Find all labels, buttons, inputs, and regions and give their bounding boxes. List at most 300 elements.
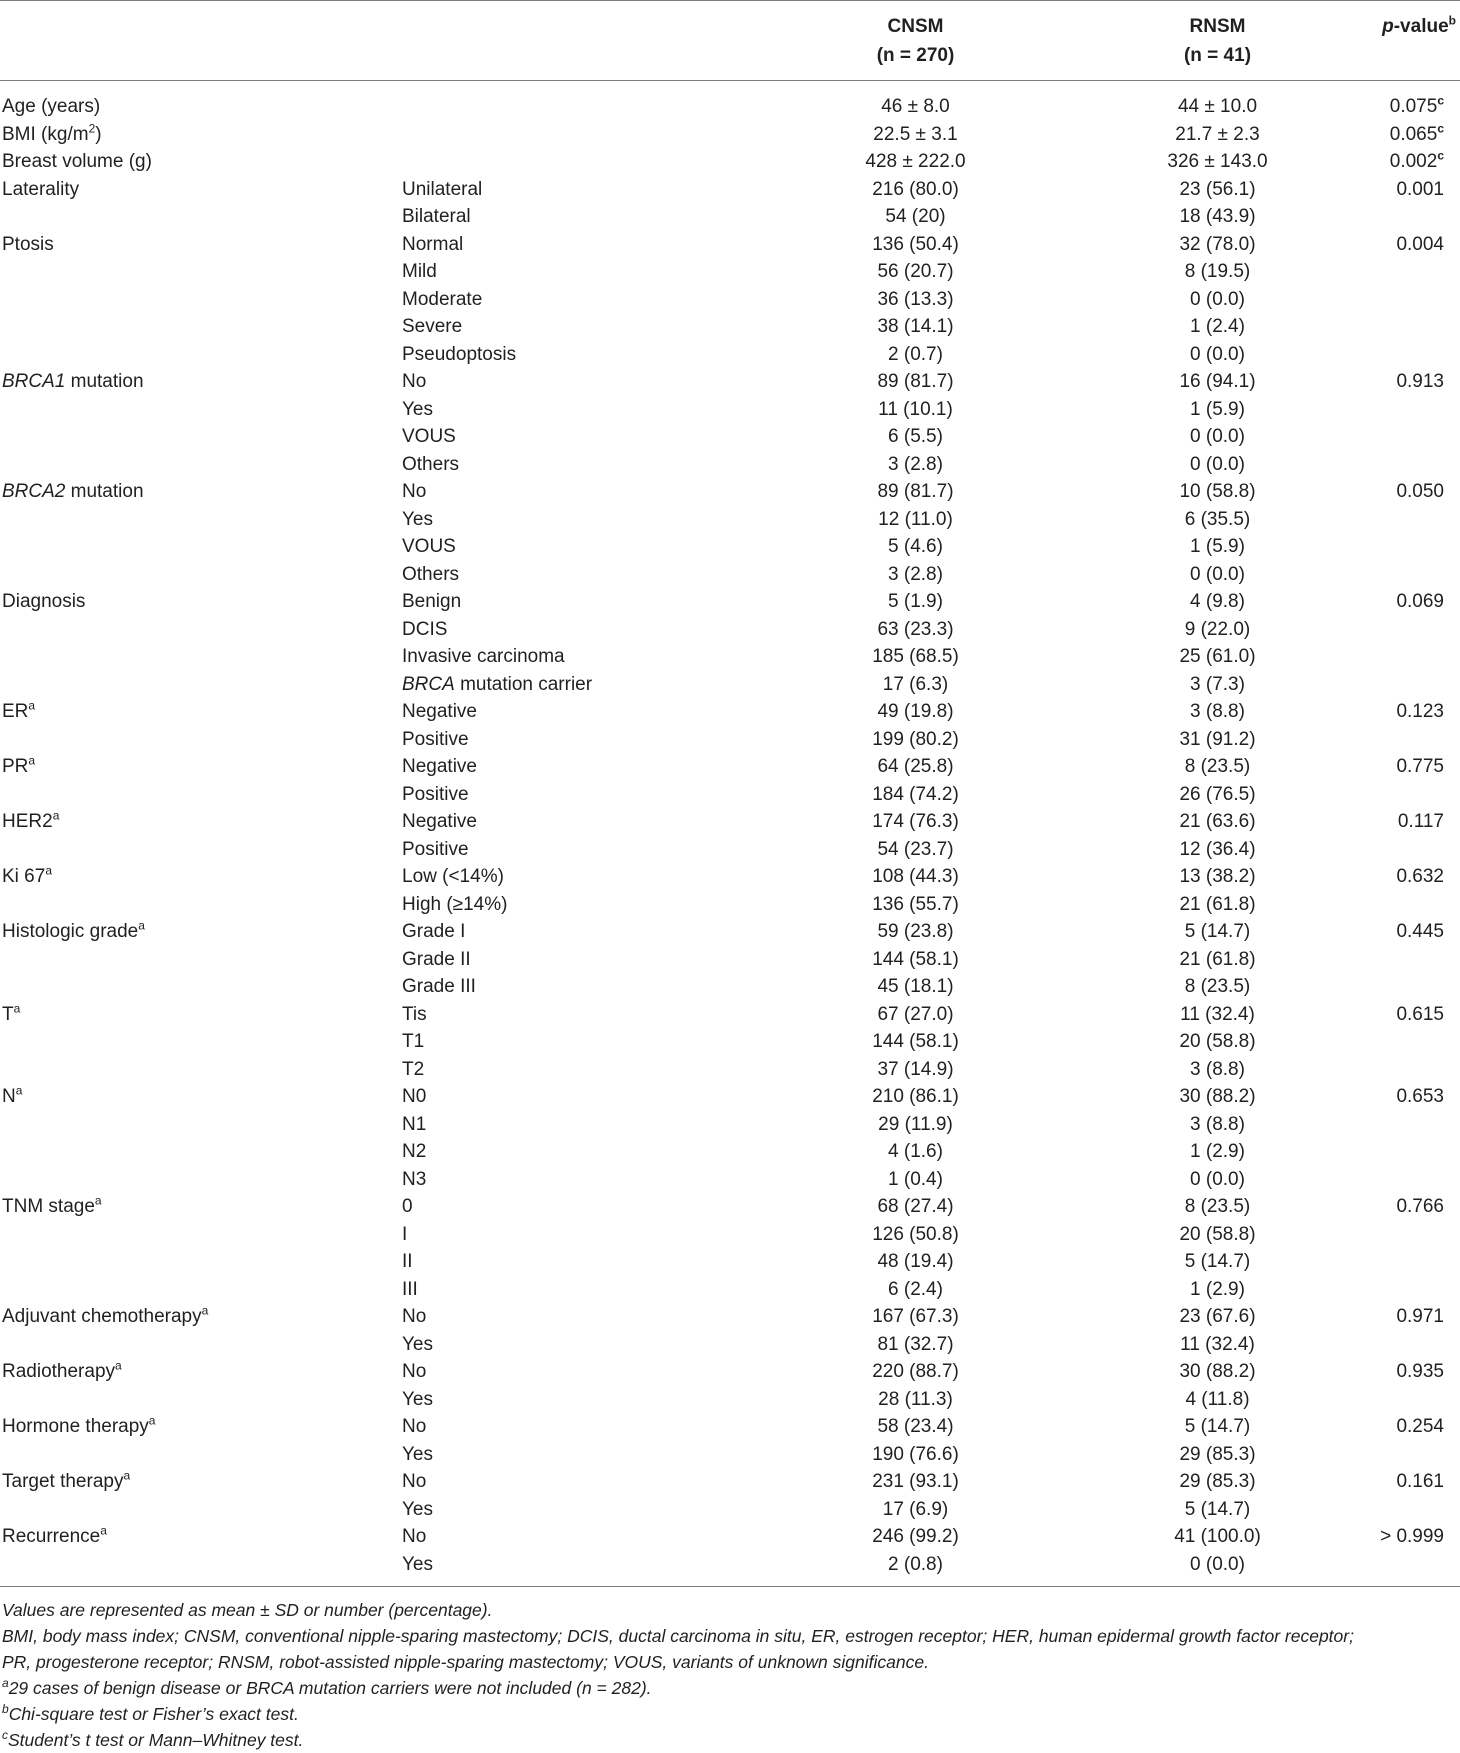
table-header [0, 1, 1460, 81]
level-label: Others [402, 453, 460, 475]
table-row [0, 506, 1460, 534]
level-cell [402, 341, 735, 369]
header-p-value [1339, 1, 1460, 81]
level-label: DCIS [402, 618, 448, 640]
table-row [0, 1358, 1460, 1386]
table-row [0, 176, 1460, 204]
table-row [0, 1496, 1460, 1524]
level-cell [402, 1166, 735, 1194]
cnsm-value: 64 (25.8) [877, 756, 954, 777]
level-cell [402, 1001, 735, 1029]
p-value: 0.445 [1396, 921, 1444, 942]
variable-name: Breast volume (g) [2, 151, 152, 172]
footnote-b-mark: b [2, 1702, 9, 1717]
cnsm-value: 46 ± 8.0 [881, 96, 950, 117]
cnsm-value: 37 (14.9) [877, 1058, 954, 1080]
p-value-cell [1339, 973, 1460, 1001]
header-empty-1 [0, 1, 402, 81]
level-cell [402, 451, 735, 479]
variable-cell [0, 1083, 402, 1111]
rnsm-value: 20 (58.8) [1179, 1031, 1256, 1052]
cnsm-value: 174 (76.3) [872, 811, 959, 832]
table-row [0, 423, 1460, 451]
level-label: VOUS [402, 426, 456, 447]
cnsm-value: 54 (23.7) [877, 838, 954, 860]
level-label: Positive [402, 728, 469, 750]
p-value: 0.632 [1396, 866, 1444, 887]
p-value-cell [1339, 643, 1460, 671]
level-cell [402, 1331, 735, 1359]
rnsm-value: 1 (2.4) [1190, 316, 1245, 337]
p-value-cell [1339, 1551, 1460, 1587]
table-row [0, 781, 1460, 809]
variable-name: ER [2, 701, 29, 722]
level-cell [402, 1138, 735, 1166]
variable-cell [0, 1056, 402, 1084]
p-value: 0.065 [1389, 123, 1438, 145]
cnsm-value: 36 (13.3) [877, 288, 954, 310]
level-label: T2 [402, 1058, 425, 1080]
variable-superscript: a [123, 1468, 131, 1483]
table-row [0, 918, 1460, 946]
footnote-c-text: Student’s t test or Mann–Whitney test. [8, 1730, 304, 1750]
variable-cell [0, 1358, 402, 1386]
cnsm-value: 58 (23.4) [877, 1416, 954, 1437]
p-value-cell [1339, 1221, 1460, 1249]
rnsm-value: 1 (5.9) [1190, 398, 1245, 420]
level-cell [402, 1441, 735, 1469]
level-label: T1 [402, 1031, 425, 1052]
level-label: Low (<14%) [402, 866, 504, 887]
table-row [0, 1056, 1460, 1084]
level-cell [402, 1413, 735, 1441]
cnsm-value: 54 (20) [885, 206, 946, 227]
p-value-cell [1339, 1028, 1460, 1056]
level-label: III [402, 1278, 418, 1300]
variable-cell [0, 1028, 402, 1056]
level-label: Unilateral [402, 178, 483, 200]
level-label: Grade I [402, 921, 466, 942]
variable-cell [0, 1551, 402, 1587]
rnsm-value: 29 (85.3) [1179, 1443, 1256, 1465]
cnsm-value: 2 (0.8) [735, 1551, 1096, 1587]
p-value-cell [1339, 1303, 1460, 1331]
header-cnsm-n: (n = 270) [876, 45, 955, 66]
rnsm-value: 6 (35.5) [1184, 508, 1251, 530]
rnsm-value: 30 (88.2) [1179, 1361, 1256, 1382]
level-label: No [402, 1361, 427, 1382]
p-value-superscript: c [1437, 148, 1444, 163]
table-body [0, 81, 1460, 1587]
header-rnsm [1096, 1, 1339, 81]
level-cell [402, 1303, 735, 1331]
p-value-cell [1339, 148, 1460, 176]
rnsm-value: 10 (58.8) [1179, 481, 1256, 502]
p-value-cell [1339, 1001, 1460, 1029]
cnsm-value: 6 (2.4) [888, 1278, 943, 1300]
rnsm-value: 8 (23.5) [1184, 976, 1251, 997]
cnsm-value: 246 (99.2) [872, 1526, 959, 1547]
level-cell [402, 423, 735, 451]
variable-cell [0, 836, 402, 864]
variable-name: Laterality [2, 178, 80, 200]
level-label: Severe [402, 316, 463, 337]
footnote-b [2, 1701, 1460, 1727]
rnsm-value: 9 (22.0) [1184, 618, 1251, 640]
variable-superscript: a [45, 863, 52, 878]
variable-cell [0, 396, 402, 424]
variable-cell [0, 643, 402, 671]
table-row [0, 396, 1460, 424]
level-cell [402, 616, 735, 644]
level-label: No [402, 371, 427, 392]
variable-cell [0, 1001, 402, 1029]
cnsm-value: 28 (11.3) [878, 1388, 953, 1410]
rnsm-value: 3 (8.8) [1190, 1113, 1245, 1135]
p-value-cell [1339, 1496, 1460, 1524]
variable-name: Ki 67 [2, 866, 46, 887]
footnote-a [2, 1675, 1460, 1701]
level-cell [402, 836, 735, 864]
table-row [0, 81, 1460, 121]
variable-cell [0, 451, 402, 479]
p-value-cell [1339, 1413, 1460, 1441]
level-label: Yes [402, 1498, 433, 1520]
cnsm-value: 136 (50.4) [872, 233, 959, 255]
p-value-cell [1339, 1468, 1460, 1496]
variable-cell [0, 1276, 402, 1304]
variable-name: BMI (kg/m [2, 123, 89, 145]
p-value-cell [1339, 423, 1460, 451]
level-label: Yes [402, 398, 433, 420]
variable-superscript: a [28, 753, 36, 768]
variable-italic-part: BRCA1 [2, 371, 66, 392]
cnsm-value: 48 (19.4) [877, 1251, 954, 1272]
cnsm-value: 220 (88.7) [872, 1361, 959, 1382]
variable-cell [0, 533, 402, 561]
p-value-cell [1339, 561, 1460, 589]
rnsm-value: 5 (14.7) [1184, 1251, 1251, 1272]
level-label: No [402, 1471, 427, 1492]
rnsm-value: 20 (58.8) [1179, 1223, 1256, 1245]
table-row [0, 1221, 1460, 1249]
table-row [0, 258, 1460, 286]
p-value: 0.050 [1396, 481, 1444, 502]
p-value-cell [1339, 891, 1460, 919]
rnsm-value: 11 (32.4) [1180, 1333, 1255, 1355]
footnote-c [2, 1727, 1460, 1753]
variable-cell [0, 1248, 402, 1276]
rnsm-value: 0 (0.0) [1096, 1551, 1339, 1587]
variable-cell [0, 258, 402, 286]
table-row [0, 203, 1460, 231]
variable-cell [0, 1193, 402, 1221]
p-value-superscript: c [1437, 93, 1444, 108]
level-label: I [402, 1223, 408, 1245]
level-label: Positive [402, 838, 469, 860]
p-value: 0.913 [1396, 371, 1444, 392]
variable-cell [0, 1138, 402, 1166]
level-label: High (≥14%) [402, 893, 508, 915]
level-label: Negative [402, 811, 477, 832]
level-cell [402, 1358, 735, 1386]
p-value-cell [1339, 836, 1460, 864]
p-value-cell [1339, 588, 1460, 616]
variable-superscript: a [28, 698, 36, 713]
variable-cell [0, 313, 402, 341]
variable-cell [0, 588, 402, 616]
cnsm-value: 3 (2.8) [888, 453, 943, 475]
table-row [0, 148, 1460, 176]
p-value: 0.002 [1389, 151, 1438, 172]
level-label: Grade III [402, 976, 476, 997]
level-label: mutation carrier [454, 673, 593, 695]
header-empty-2 [402, 1, 735, 81]
level-cell [402, 1221, 735, 1249]
variable-name: Adjuvant chemotherapy [2, 1306, 202, 1327]
p-value: 0.775 [1396, 756, 1444, 777]
p-value-cell [1339, 1111, 1460, 1139]
variable-superscript: a [15, 1083, 23, 1098]
level-cell [402, 1468, 735, 1496]
header-p-sup: b [1448, 13, 1456, 28]
variable-superscript: a [94, 1193, 102, 1208]
level-cell [402, 1386, 735, 1414]
level-cell [402, 1083, 735, 1111]
p-value-cell [1339, 616, 1460, 644]
cnsm-value: 5 (1.9) [888, 591, 943, 612]
level-cell [402, 176, 735, 204]
level-cell [402, 478, 735, 506]
table-row [0, 451, 1460, 479]
level-cell [402, 121, 735, 149]
table-row [0, 616, 1460, 644]
p-value-cell [1339, 1523, 1460, 1551]
p-value: > 0.999 [1380, 1526, 1444, 1547]
cnsm-value: 126 (50.8) [872, 1223, 959, 1245]
level-label: Normal [402, 233, 464, 255]
level-label: No [402, 1306, 427, 1327]
variable-cell [0, 726, 402, 754]
variable-superscript: 2 [88, 121, 96, 136]
cnsm-value: 199 (80.2) [872, 728, 959, 750]
p-value-cell [1339, 1358, 1460, 1386]
variable-cell [0, 121, 402, 149]
rnsm-value: 11 (32.4) [1180, 1003, 1255, 1025]
variable-cell [0, 863, 402, 891]
variable-name: Ptosis [2, 233, 54, 255]
level-cell [402, 1551, 735, 1587]
cnsm-value: 210 (86.1) [872, 1086, 959, 1107]
variable-name: Recurrence [2, 1526, 101, 1547]
p-value-cell [1339, 1193, 1460, 1221]
table-row [0, 836, 1460, 864]
p-value-cell [1339, 533, 1460, 561]
level-cell [402, 1496, 735, 1524]
level-cell [402, 533, 735, 561]
p-value-cell [1339, 726, 1460, 754]
rnsm-value: 5 (14.7) [1184, 1416, 1251, 1437]
level-label: Moderate [402, 288, 483, 310]
rnsm-value: 26 (76.5) [1179, 783, 1256, 805]
level-label: N1 [402, 1113, 427, 1135]
p-value-cell [1339, 81, 1460, 121]
cnsm-value: 89 (81.7) [877, 481, 954, 502]
cnsm-value: 190 (76.6) [872, 1443, 959, 1465]
p-value: 0.004 [1396, 233, 1444, 255]
cnsm-value: 67 (27.0) [877, 1003, 954, 1025]
p-value-cell [1339, 1138, 1460, 1166]
level-cell [402, 781, 735, 809]
cnsm-value: 231 (93.1) [872, 1471, 959, 1492]
variable-cell [0, 616, 402, 644]
table-row [0, 1413, 1460, 1441]
level-cell [402, 1193, 735, 1221]
rnsm-value: 3 (7.3) [1190, 673, 1245, 695]
level-cell [402, 863, 735, 891]
level-cell [402, 698, 735, 726]
p-value-cell [1339, 396, 1460, 424]
rnsm-value: 31 (91.2) [1179, 728, 1256, 750]
variable-name: Target therapy [2, 1471, 124, 1492]
cnsm-value: 22.5 ± 3.1 [873, 123, 958, 145]
table-row [0, 643, 1460, 671]
variable-superscript: a [201, 1303, 209, 1318]
level-cell [402, 561, 735, 589]
header-p-italic: p [1382, 16, 1394, 37]
variable-cell [0, 891, 402, 919]
level-cell [402, 726, 735, 754]
cnsm-value: 6 (5.5) [888, 426, 943, 447]
note-line-1: Values are represented as mean ± SD or number (percentage). [2, 1600, 493, 1620]
variable-cell [0, 946, 402, 974]
variable-cell [0, 1413, 402, 1441]
level-label: Mild [402, 261, 437, 282]
p-value-cell [1339, 313, 1460, 341]
level-label: Tis [402, 1003, 427, 1025]
cnsm-value: 17 (6.9) [882, 1498, 949, 1520]
variable-superscript: a [100, 1523, 107, 1538]
rnsm-value: 21 (61.8) [1179, 893, 1256, 915]
header-cnsm-label: CNSM [887, 16, 944, 37]
footnote-a-mark: a [2, 1676, 9, 1691]
rnsm-value: 3 (8.8) [1190, 701, 1245, 722]
cnsm-value: 29 (11.9) [878, 1113, 953, 1135]
rnsm-value: 3 (8.8) [1190, 1058, 1245, 1080]
cnsm-value: 4 (1.6) [888, 1141, 943, 1162]
table-row [0, 533, 1460, 561]
variable-name-tail: ) [95, 123, 102, 145]
level-label: No [402, 1526, 427, 1547]
rnsm-value: 44 ± 10.0 [1177, 96, 1258, 117]
rnsm-value: 5 (14.7) [1184, 1498, 1251, 1520]
p-value-cell [1339, 176, 1460, 204]
cnsm-value: 56 (20.7) [877, 261, 954, 282]
table-row [0, 231, 1460, 259]
table-row [0, 1386, 1460, 1414]
cnsm-value: 185 (68.5) [872, 646, 959, 667]
p-value: 0.161 [1396, 1471, 1444, 1492]
p-value-cell [1339, 1166, 1460, 1194]
table-row [0, 1303, 1460, 1331]
level-cell [402, 368, 735, 396]
rnsm-value: 0 (0.0) [1190, 343, 1245, 365]
level-cell [402, 753, 735, 781]
level-cell [402, 1028, 735, 1056]
p-value-cell [1339, 1083, 1460, 1111]
level-cell [402, 148, 735, 176]
p-value-cell [1339, 1276, 1460, 1304]
level-label: Pseudoptosis [402, 343, 517, 365]
rnsm-value: 1 (2.9) [1190, 1278, 1245, 1300]
table-row [0, 1193, 1460, 1221]
rnsm-value: 4 (11.8) [1185, 1388, 1250, 1410]
variable-name: TNM stage [2, 1196, 95, 1217]
table-row [0, 1166, 1460, 1194]
table-row [0, 1111, 1460, 1139]
variable-cell [0, 1523, 402, 1551]
level-cell [402, 973, 735, 1001]
p-value: 0.069 [1396, 591, 1444, 612]
header-rnsm-n: (n = 41) [1183, 45, 1252, 66]
table-row [0, 726, 1460, 754]
table-row [0, 286, 1460, 314]
p-value: 0.075 [1389, 96, 1438, 117]
variable-cell [0, 231, 402, 259]
cnsm-value: 144 (58.1) [872, 1031, 959, 1052]
table-row [0, 753, 1460, 781]
variable-name: Radiotherapy [2, 1361, 116, 1382]
variable-cell [0, 423, 402, 451]
cnsm-value: 63 (23.3) [877, 618, 954, 640]
level-cell [402, 396, 735, 424]
cnsm-value: 428 ± 222.0 [865, 151, 966, 172]
variable-superscript: a [115, 1358, 122, 1373]
cnsm-value: 68 (27.4) [877, 1196, 954, 1217]
table-row [0, 1001, 1460, 1029]
table-row [0, 313, 1460, 341]
cnsm-value: 11 (10.1) [878, 398, 953, 420]
level-cell [402, 203, 735, 231]
table-row [0, 973, 1460, 1001]
rnsm-value: 0 (0.0) [1190, 1168, 1245, 1190]
p-value-cell [1339, 286, 1460, 314]
level-label: N0 [402, 1086, 427, 1107]
rnsm-value: 12 (36.4) [1179, 838, 1256, 860]
rnsm-value: 21 (61.8) [1179, 948, 1256, 970]
variable-superscript: a [138, 918, 145, 933]
cnsm-value: 216 (80.0) [872, 178, 959, 200]
level-label: Benign [402, 591, 462, 612]
variable-name: Hormone therapy [2, 1416, 149, 1437]
level-cell [402, 258, 735, 286]
variable-name: PR [2, 756, 29, 777]
rnsm-value: 1 (2.9) [1190, 1141, 1245, 1162]
rnsm-value: 0 (0.0) [1190, 453, 1245, 475]
level-label: Yes [402, 1333, 433, 1355]
p-value: 0.001 [1396, 178, 1444, 200]
p-value-cell [1339, 918, 1460, 946]
variable-cell [0, 753, 402, 781]
level-cell [402, 286, 735, 314]
rnsm-value: 32 (78.0) [1179, 233, 1256, 255]
p-value-cell [1339, 451, 1460, 479]
level-label: Invasive carcinoma [402, 646, 565, 667]
table-row [0, 946, 1460, 974]
footnote-a-text: 29 cases of benign disease or BRCA mutation carriers were not included (n = 282). [8, 1678, 652, 1698]
table-notes [0, 1587, 1460, 1753]
level-label: Others [402, 563, 460, 585]
